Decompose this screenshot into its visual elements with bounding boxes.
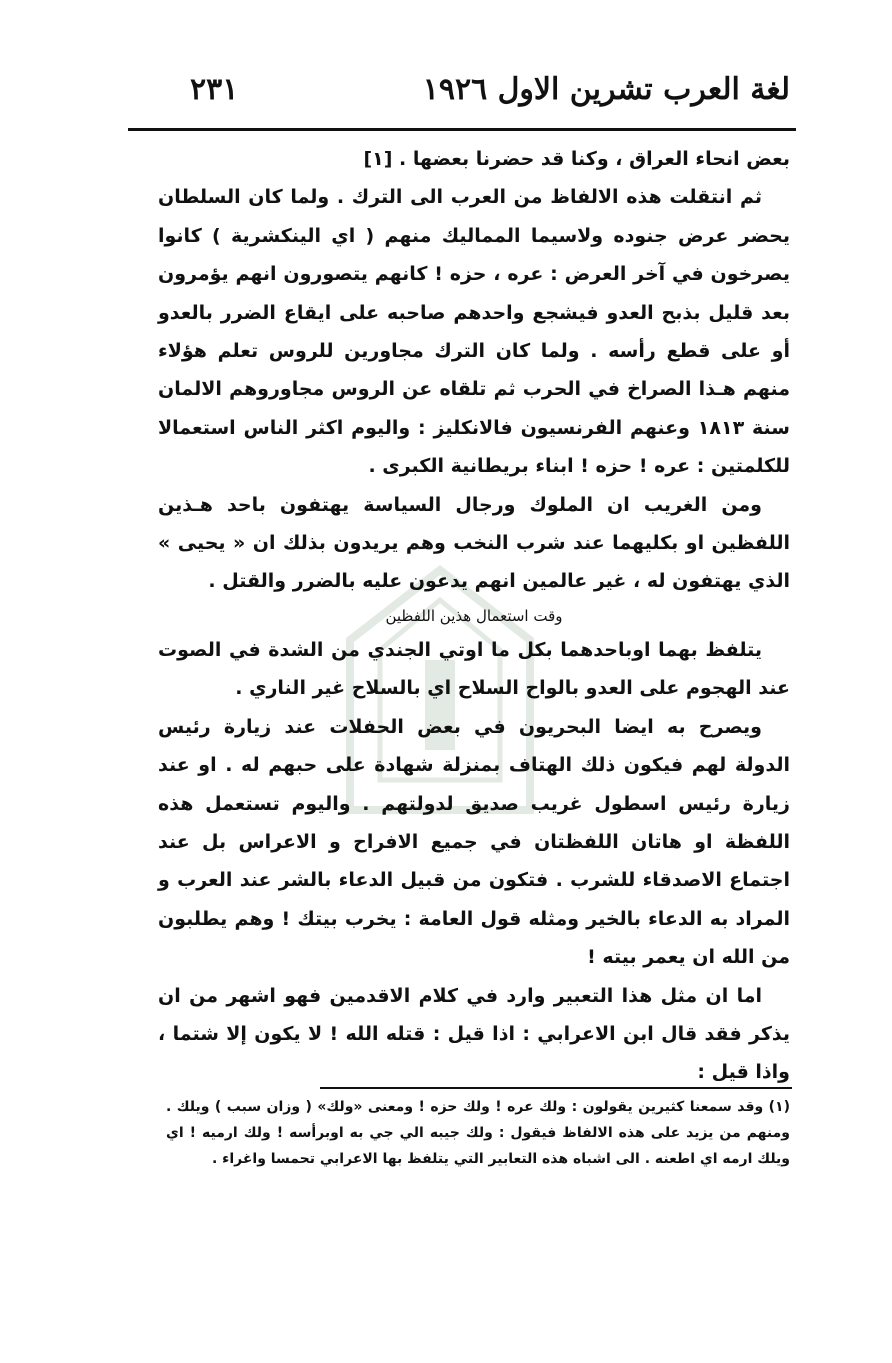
page-header xyxy=(160,72,790,122)
paragraph: اما ان مثل هذا التعبير وارد في كلام الاقدمين فهو اشهر من ان يذكر فقد قال ابن الاعرابي : اذا قيل : قتله الله ! لا يكون إلا شتما ، واذا قيل : xyxy=(158,984,790,1084)
main-text xyxy=(158,140,790,1092)
footnote-rule xyxy=(320,1087,792,1089)
page-number: ٢٣١ xyxy=(190,72,239,107)
running-title: لغة العرب تشرين الاول ١٩٢٦ xyxy=(422,72,790,107)
paragraph: يتلفظ بهما اوباحدهما بكل ما اوتي الجندي من الشدة في الصوت عند الهجوم على العدو بالواح السلاح اي بالسلاح غير الناري . xyxy=(158,638,790,700)
paragraph: بعض انحاء العراق ، وكنا قد حضرنا بعضها . [١] xyxy=(363,148,790,170)
paragraph: ومن الغريب ان الملوك ورجال السياسة يهتفون باحد هـذين اللفظين او بكليهما عند شرب النخب وهم يريدون بذلك ان « يحيى » الذي يهتفون له ، غير عالمين انهم يدعون عليه بالضرر والقتل . xyxy=(158,493,790,593)
footnote: (١) وقد سمعنا كثيرين يقولون : ولك عره ! ولك حزه ! ومعنى «ولك» ( وزان سبب ) ويلك . ومنهم من يزيد على هذه الالفاظ فيقول : ولك جيبه الي جي به اوبرأسه ! ولك ارميه ! اي ويلك ارمه اي اطعنه . الى اشباه هذه التعابير التي يتلفظ بها الاعرابي تحمسا واغراء . xyxy=(166,1099,790,1167)
section-subheading: وقت استعمال هذين اللفظين xyxy=(385,606,563,625)
paragraph: ويصرح به ايضا البحريون في بعض الحفلات عند زيارة رئيس الدولة لهم فيكون ذلك الهتاف بمنزلة شهادة على حبهم له . او عند زيارة رئيس اسطول غريب صديق لدولتهم . واليوم تستعمل هذه اللفظة او هاتان اللفظتان في جميع الافراح و الاعراس بل عند اجتماع الاصدقاء للشرب . فتكون من قبيل الدعاء بالشر عند العرب و المراد به الدعاء بالخير ومثله قول العامة : يخرب بيتك ! وهم يطلبون من الله ان يعمر بيته ! xyxy=(158,715,790,969)
header-rule xyxy=(128,128,796,131)
paragraph: ثم انتقلت هذه الالفاظ من العرب الى الترك . ولما كان السلطان يحضر عرض جنوده ولاسيما المماليك منهم ( اي الينكشرية ) كانوا يصرخون في آخر العرض : عره ، حزه ! كانهم يتصورون انهم يؤمرون بعد قليل بذبح العدو فيشجع واحدهم صاحبه على ايقاع الضرر بالعدو أو على قطع رأسه . ولما كان الترك مجاورين للروس تعلم هؤلاء منهم هـذا الصراخ في الحرب ثم تلقاه عن الروس مجاوروهم الالمان سنة ١٨١٣ وعنهم الفرنسيون فالانكليز : واليوم اكثر الناس استعمالا للكلمتين : عره ! حزه ! ابناء بريطانية الكبرى . xyxy=(158,186,790,478)
